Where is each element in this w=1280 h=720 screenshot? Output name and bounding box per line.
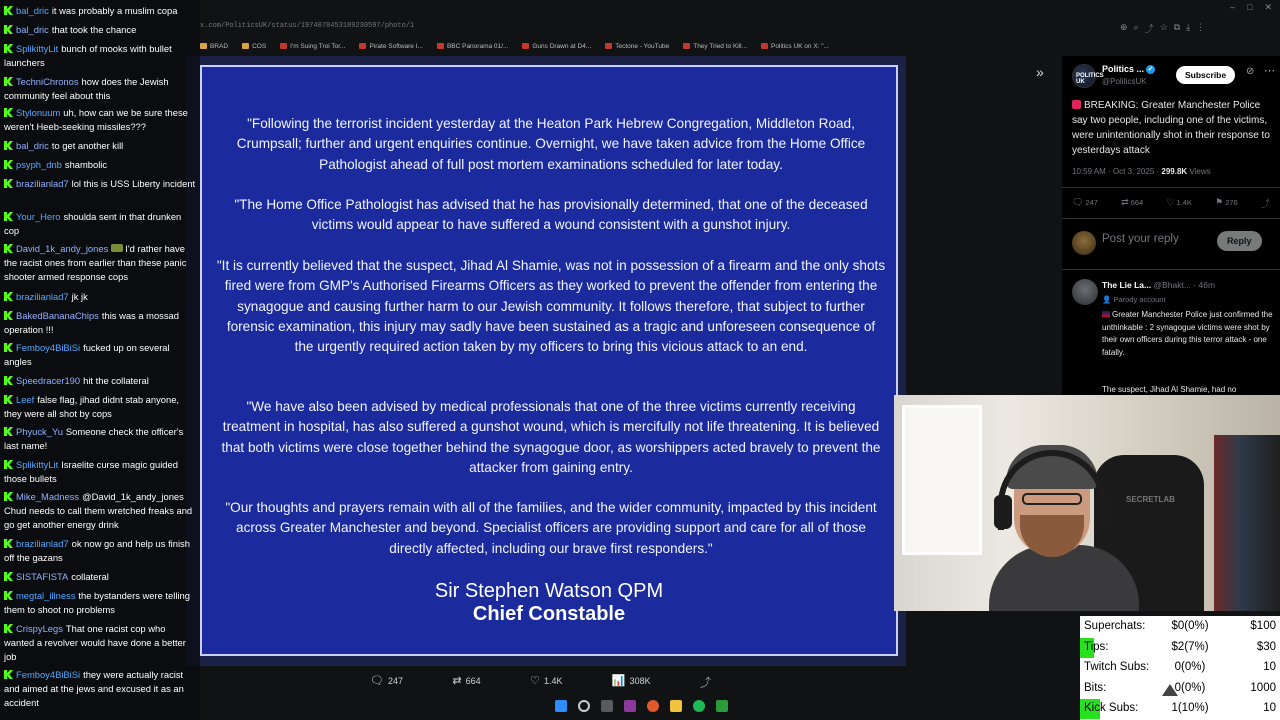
chat-username[interactable]: psyph_dnb <box>16 159 62 170</box>
uk-flag-icon <box>1102 311 1110 317</box>
chat-message <box>4 425 198 453</box>
app-icon[interactable] <box>624 700 636 712</box>
bookmark-label: Pirate Software I... <box>369 42 423 50</box>
chat-message <box>4 42 198 70</box>
chat-message <box>4 490 198 532</box>
divider <box>1062 269 1280 270</box>
statement-paragraph: "The Home Office Pathologist has advised that he has provisionally determined, that one of the deceased victims would appear to have suffered a wound consistent with a gunshot injury. <box>234 197 868 233</box>
bookmark-item[interactable] <box>605 38 669 54</box>
like-count: 1.4K <box>1176 198 1192 207</box>
reply-author[interactable] <box>1102 280 1215 290</box>
share-icon: ⤴ <box>700 677 711 689</box>
goal-value: $2(7%) <box>1171 640 1209 653</box>
kick-badge-icon <box>4 141 13 150</box>
reply-input[interactable]: Post your reply <box>1102 233 1179 245</box>
chat-text: fucked up on several angles <box>4 342 170 367</box>
zoom-icon[interactable]: ⊕ <box>1120 22 1128 32</box>
chat-overlay <box>0 0 200 720</box>
reply-icon: 🗨 <box>370 675 384 687</box>
like-action[interactable] <box>530 674 562 690</box>
chat-message <box>4 458 198 486</box>
statement-paragraph: "Following the terrorist incident yesterday at the Heaton Park Hebrew Congregation, Middleton Road, Crumpsall; further and urgent enquiries continue. Overnight, we have taken advice from the Home Office Pathologist ahead of full post mortem examinations scheduled for later today. <box>236 116 866 172</box>
goal-label: Kick Subs: <box>1084 702 1139 715</box>
window-controls <box>1230 2 1272 13</box>
chat-username[interactable]: Femboy4BiBiSi <box>16 342 81 353</box>
kick-badge-icon <box>4 624 13 633</box>
repost-action[interactable] <box>1121 197 1143 210</box>
post-body: BREAKING: Greater Manchester Police say two people, including one of the victims, were unintentionally shot in their response to yesterdays attack <box>1072 100 1270 156</box>
chat-message <box>4 589 198 617</box>
maximize-icon[interactable]: □ <box>1247 2 1253 12</box>
xbox-icon[interactable] <box>716 700 728 712</box>
chat-username[interactable]: brazilianlad7 <box>16 538 69 549</box>
goal-label: Bits: <box>1084 681 1107 694</box>
browser-toolbar <box>1120 22 1205 35</box>
post-time[interactable]: 10:59 AM · Oct 3, 2025 · <box>1072 167 1160 176</box>
chat-text: the bystanders were telling them to shoot no problems <box>4 590 190 615</box>
favicon-icon <box>605 43 612 49</box>
chat-username[interactable]: bal_dric <box>16 24 49 35</box>
chat-username[interactable]: Mike_Madness <box>16 491 80 502</box>
download-icon[interactable]: ⤓ <box>1186 22 1191 32</box>
chat-username[interactable]: SplikittyLit <box>16 459 59 470</box>
chat-text: that took the chance <box>51 24 137 35</box>
goal-row <box>1080 658 1280 678</box>
chat-username[interactable]: megtal_illness <box>16 590 76 601</box>
repost-count: 664 <box>1130 198 1144 207</box>
siren-icon <box>1072 100 1081 109</box>
goal-label: Tips: <box>1084 640 1109 653</box>
chat-text: how does the Jewish community feel about this <box>4 76 169 101</box>
heart-icon: ♡ <box>1166 197 1175 207</box>
chat-text: collateral <box>71 571 109 582</box>
hanging-jackets <box>1214 435 1280 611</box>
close-window-icon[interactable]: ✕ <box>1264 2 1272 12</box>
kick-badge-icon <box>4 108 13 117</box>
chat-text: they were actually racist and aimed at the jews and excused it as an accident <box>4 669 184 708</box>
kick-badge-icon <box>4 212 13 221</box>
address-bar[interactable]: x.com/PoliticsUK/status/1974078453189230597/photo/1 <box>200 22 415 30</box>
goal-target: $100 <box>1250 620 1276 632</box>
views-action[interactable] <box>612 674 651 690</box>
bookmark-item[interactable] <box>437 38 508 54</box>
share-action[interactable] <box>700 674 715 690</box>
favicon-icon <box>280 43 287 49</box>
chat-text: false flag, jihad didnt stab anyone, they were all shot by cops <box>4 394 180 419</box>
browser-icon[interactable] <box>647 700 659 712</box>
chat-text: shoulda sent in that drunken cop <box>4 211 182 236</box>
chat-username[interactable]: SISTAFISTA <box>16 571 69 582</box>
goal-row <box>1080 617 1280 637</box>
chat-username[interactable]: brazilianlad7 <box>16 178 69 189</box>
user-avatar <box>1072 231 1096 255</box>
goal-label: Twitch Subs: <box>1084 661 1150 674</box>
chair-logo: SECRETLAB <box>1126 495 1175 504</box>
kick-badge-icon <box>4 460 13 469</box>
reply-body: Greater Manchester Police just confirmed the unthinkable : 2 synagogue victims were shot by their own officers during this terror attack - one fatally. <box>1102 310 1273 357</box>
image-action-bar <box>370 674 715 690</box>
minimize-icon[interactable]: – <box>1230 2 1236 12</box>
share-action[interactable] <box>1261 197 1272 210</box>
repost-icon: ⇄ <box>452 675 462 687</box>
chat-username[interactable]: Stylonuum <box>16 107 61 118</box>
chat-text: bunch of mooks with bullet launchers <box>4 43 172 68</box>
bookmark-item[interactable] <box>359 38 422 54</box>
avatar-text: POLITICS UK <box>1076 73 1104 85</box>
chat-text: shambolic <box>64 159 108 170</box>
chat-text: lol this is USS Liberty incident <box>71 178 196 189</box>
account-name[interactable] <box>1102 64 1155 74</box>
heart-icon: ♡ <box>530 675 540 687</box>
search-icon[interactable]: ⌕ <box>1133 22 1139 32</box>
bookmark-item[interactable] <box>683 38 747 54</box>
kick-badge-icon <box>4 6 13 15</box>
bookmark-item[interactable] <box>242 38 266 54</box>
chat-username[interactable]: brazilianlad7 <box>16 291 69 302</box>
kick-badge-icon <box>4 244 13 253</box>
goal-row <box>1080 699 1280 719</box>
chat-text: That one racist cop who wanted a revolver would have done a better job <box>4 623 186 662</box>
chat-message <box>4 177 198 191</box>
bookmark-action[interactable] <box>1215 197 1238 210</box>
bookmark-item[interactable] <box>761 38 829 54</box>
goal-target: 10 <box>1263 661 1276 674</box>
chat-text: hit the collateral <box>83 375 149 386</box>
views-label: Views <box>1189 167 1211 176</box>
post-actions <box>1072 197 1272 210</box>
chat-message <box>4 210 198 238</box>
post-text <box>1072 98 1274 158</box>
kick-badge-icon <box>4 25 13 34</box>
kick-badge-icon <box>4 44 13 53</box>
reply-action[interactable] <box>1072 197 1098 210</box>
donation-goals-panel <box>1080 616 1280 720</box>
more-options-icon[interactable]: ⋯ <box>1264 65 1275 77</box>
chat-message <box>4 139 198 153</box>
goal-target: 10 <box>1263 702 1276 715</box>
bookmark-label: Tectone - YouTube <box>615 42 670 50</box>
reply-button[interactable]: Reply <box>1217 231 1262 251</box>
account-handle[interactable]: @PoliticsUK <box>1102 77 1147 86</box>
chat-username[interactable]: CrispyLegs <box>16 623 63 634</box>
like-count: 1.4K <box>543 676 563 686</box>
chat-message <box>4 341 198 369</box>
bookmark-label: I'm Suing Troi Tor... <box>290 42 346 50</box>
chat-message <box>4 622 198 664</box>
chat-message <box>4 309 198 337</box>
reply-author-name: The Lie La... <box>1102 280 1152 290</box>
kick-badge-icon <box>4 492 13 501</box>
chat-text: this was a mossad operation !!! <box>4 310 179 335</box>
room-window <box>902 405 982 555</box>
repost-icon: ⇄ <box>1121 197 1129 207</box>
chat-username[interactable]: bal_dric <box>16 5 49 16</box>
avatar[interactable] <box>1072 64 1104 88</box>
bookmark-label: BRAD <box>210 42 229 50</box>
statement-paragraph: "Our thoughts and prayers remain with all of the families, and the wider community, impacted by this incident across Greater Manchester and beyond. Specialist officers are providing support and care for all of those directly affected, including our brave first responders." <box>225 500 877 556</box>
reply-count: 247 <box>1085 198 1098 207</box>
goal-value: 0(0%) <box>1174 681 1206 694</box>
reply-author-handle: @Bhakt... · 46m <box>1153 280 1216 290</box>
signature-title: Chief Constable <box>472 603 626 625</box>
reply-text <box>1102 309 1274 359</box>
bookmark-item[interactable] <box>280 38 345 54</box>
kick-badge-icon <box>4 539 13 548</box>
headset-ear-right <box>1094 495 1112 529</box>
file-explorer-icon[interactable] <box>670 700 682 712</box>
search-icon[interactable] <box>578 700 590 712</box>
post-header <box>1072 62 1274 92</box>
verified-icon: ✓ <box>1147 66 1154 74</box>
goal-row <box>1080 679 1280 699</box>
police-statement-image <box>200 65 898 656</box>
grok-icon[interactable]: ⊘ <box>1246 66 1255 77</box>
reply-action[interactable] <box>370 674 403 690</box>
chat-text: I'd rather have the racist ones from earlier than these panic shooter armed response cops <box>4 243 187 282</box>
kick-badge-icon <box>4 395 13 404</box>
goal-row <box>1080 638 1280 658</box>
bookmark-label: Politics UK on X: "... <box>771 42 829 50</box>
task-view-icon[interactable] <box>601 700 613 712</box>
chat-username[interactable]: SplikittyLit <box>16 43 59 54</box>
bookmarks-bar <box>200 38 829 54</box>
kick-badge-icon <box>4 427 13 436</box>
reply-count: 247 <box>387 676 403 686</box>
statement-paragraph: "It is currently believed that the suspect, Jihad Al Shamie, was not in possession of a firearm and the only shots fired were from GMP's Authorised Firearms Officers as they worked to prevent the offender from entering the synagogue and causing further harm to our Jewish community. It follows therefore, that subject to further forensic examination, this injury may sadly have been sustained as a tragic and unforeseen consequence of the urgently required action taken by my officers to bring this vicious attack to an end. <box>216 258 886 355</box>
bookmark-label: BBC Panorama 01/... <box>446 42 509 50</box>
reply-author-avatar[interactable] <box>1072 279 1098 305</box>
bookmark-star-icon[interactable]: ☆ <box>1159 22 1168 32</box>
kick-badge-icon <box>4 77 13 86</box>
chat-text: it was probably a muslim copa <box>51 5 178 16</box>
chat-message <box>4 106 198 134</box>
x-post-panel <box>1062 56 1280 396</box>
statement-paragraph: "We have also been advised by medical professionals that one of the three victims currently receiving treatment in hospital, has also suffered a gunshot wound, which is mercifully not life threatening. It is believed that both victims were close together behind the synagogue door, as worshippers acted bravely to prevent the attacker from gaining entry. <box>221 399 881 475</box>
chat-message <box>4 393 198 421</box>
chat-text: jk jk <box>71 291 88 302</box>
repost-count: 664 <box>465 676 481 686</box>
post-meta <box>1072 167 1211 176</box>
kick-badge-icon <box>4 591 13 600</box>
favicon-icon <box>683 43 690 49</box>
chat-text: Someone check the officer's last name! <box>4 426 184 451</box>
goal-value: $0(0%) <box>1171 620 1209 632</box>
bookmark-label: Guns Drawn at D4... <box>532 42 592 50</box>
goal-target: $30 <box>1256 640 1276 653</box>
kick-badge-icon <box>4 343 13 352</box>
kick-badge-icon <box>4 311 13 320</box>
spotify-icon[interactable] <box>693 700 705 712</box>
parody-label: 👤 Parody account <box>1102 295 1166 304</box>
chat-username[interactable]: Speedracer190 <box>16 375 81 386</box>
chat-username[interactable]: David_1k_andy_jones <box>16 243 109 254</box>
chat-message <box>4 4 198 18</box>
views-count: 299.8K <box>1161 167 1188 176</box>
kick-badge-icon <box>4 179 13 188</box>
headset-ear-left <box>994 495 1012 529</box>
bookmark-item[interactable] <box>522 38 591 54</box>
chat-username[interactable]: Phyuck_Yu <box>16 426 63 437</box>
reply-icon: 🗨 <box>1072 197 1084 207</box>
subscribe-button[interactable]: Subscribe <box>1176 66 1235 84</box>
chat-username[interactable]: BakedBananaChips <box>16 310 99 321</box>
chat-text: uh, how can we be sure these weren't Heeb-seeking missiles??? <box>4 107 188 132</box>
kick-badge-icon <box>4 160 13 169</box>
webcam-feed <box>894 395 1280 611</box>
chat-message <box>4 23 198 37</box>
background-page <box>900 90 1060 390</box>
views-count: 308K <box>629 676 651 686</box>
signature-name: Sir Stephen Watson QPM <box>434 580 664 602</box>
folder-icon <box>242 43 249 49</box>
chat-message <box>4 537 198 565</box>
folder-icon <box>200 43 207 49</box>
chat-username[interactable]: bal_dric <box>16 140 49 151</box>
collapse-panel-icon[interactable]: » <box>1036 64 1044 80</box>
chat-username[interactable]: Femboy4BiBiSi <box>16 669 81 680</box>
extensions-icon[interactable]: ⧉ <box>1173 22 1181 32</box>
repost-action[interactable] <box>452 674 480 690</box>
kick-badge-icon <box>4 670 13 679</box>
chat-message <box>4 570 198 584</box>
chat-text: Israelite curse magic guided those bullets <box>4 459 178 484</box>
favicon-icon <box>437 43 444 49</box>
windows-start-icon[interactable] <box>555 700 567 712</box>
analytics-icon: 📊 <box>611 675 626 687</box>
chat-message <box>4 242 198 284</box>
share-icon: ⤴ <box>1260 199 1270 209</box>
goal-value: 0(0%) <box>1174 661 1206 674</box>
goal-value: 1(10%) <box>1171 702 1209 715</box>
favicon-icon <box>761 43 768 49</box>
chat-message <box>4 75 198 103</box>
kick-badge-icon <box>4 292 13 301</box>
chat-username[interactable]: Your_Hero <box>16 211 61 222</box>
chat-text: @David_1k_andy_jones Chud needs to call them wretched freaks and go get another energy drink <box>4 491 193 530</box>
favicon-icon <box>522 43 529 49</box>
favicon-icon <box>359 43 366 49</box>
bookmark-label: They Tried to Kill... <box>693 42 748 50</box>
like-action[interactable] <box>1166 197 1192 210</box>
goal-label: Superchats: <box>1084 620 1146 632</box>
account-name-text: Politics ... <box>1102 64 1145 74</box>
share-icon[interactable]: ⤴ <box>1144 24 1154 34</box>
bookmark-item[interactable] <box>200 38 228 54</box>
chat-username[interactable]: TechniChronos <box>16 76 79 87</box>
goal-target: 1000 <box>1250 681 1276 694</box>
kick-badge-icon <box>4 376 13 385</box>
chat-text: to get another kill <box>51 140 124 151</box>
kick-badge-icon <box>4 572 13 581</box>
chat-message <box>4 158 198 172</box>
divider <box>1062 218 1280 219</box>
taskbar <box>555 700 728 712</box>
chat-text: ok now go and help us finish off the gazans <box>4 538 190 563</box>
chat-username[interactable]: Leef <box>16 394 35 405</box>
emote-icon <box>111 244 123 252</box>
chat-message <box>4 374 198 388</box>
bookmark-icon: ⚑ <box>1215 197 1224 207</box>
parody-text: Parody account <box>1113 295 1166 304</box>
bookmark-count: 276 <box>1225 198 1238 207</box>
chat-message <box>4 290 198 304</box>
divider <box>1062 187 1280 188</box>
menu-icon[interactable]: ⋮ <box>1196 22 1206 32</box>
bookmark-label: COS <box>252 42 267 50</box>
chat-message <box>4 668 198 710</box>
reply-text-continued: The suspect, Jihad Al Shamie, had no <box>1102 385 1237 394</box>
